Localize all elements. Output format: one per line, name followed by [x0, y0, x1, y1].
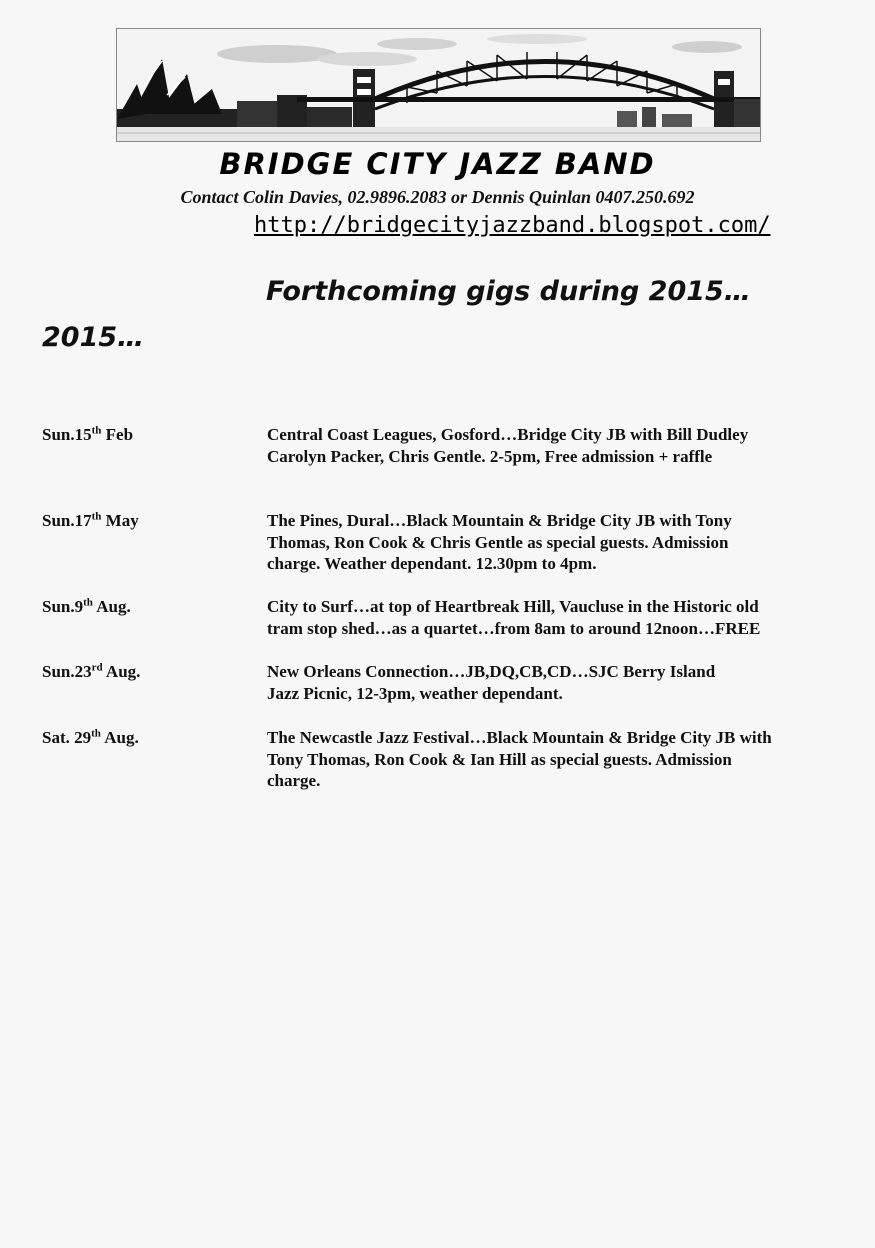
gig-date: Sun.15th Feb	[42, 424, 134, 444]
gig-date: Sun.9th Aug.	[42, 596, 131, 616]
forthcoming-gigs-heading: Forthcoming gigs during 2015…	[266, 276, 751, 307]
gig-description: The Pines, Dural…Black Mountain & Bridge City JB with Tony Thomas, Ron Cook & Chris Gentle as special guests. Admission charge. Weather dependant. 12.30pm to 4pm.	[267, 511, 732, 573]
band-title: BRIDGE CITY JAZZ BAND	[219, 147, 656, 181]
gig-date: Sun.23rd Aug.	[42, 661, 141, 681]
gig-description: Central Coast Leagues, Gosford…Bridge City JB with Bill Dudley Carolyn Packer, Chris Gentle. 2-5pm, Free admission + raffle	[267, 425, 749, 466]
gig-date: Sat. 29th Aug.	[42, 727, 139, 747]
contact-line: Contact Colin Davies, 02.9896.2083 or Dennis Quinlan 0407.250.692	[180, 187, 695, 207]
gig-description: New Orleans Connection…JB,DQ,CB,CD…SJC Berry Island Jazz Picnic, 12-3pm, weather dependant.	[267, 662, 716, 703]
gig-description: City to Surf…at top of Heartbreak Hill, Vaucluse in the Historic old tram stop shed…as a quartet…from 8am to around 12noon…FREE	[267, 597, 761, 638]
harbour-illustration	[117, 29, 760, 141]
blog-link[interactable]: http://bridgecityjazzband.blogspot.com/	[254, 213, 771, 238]
harbour-banner-image	[116, 28, 761, 142]
year-label: 2015…	[42, 322, 145, 353]
gig-description: The Newcastle Jazz Festival…Black Mountain & Bridge City JB with Tony Thomas, Ron Cook & Ian Hill as special guests. Admission charge.	[267, 728, 772, 790]
gig-date: Sun.17th May	[42, 510, 139, 530]
